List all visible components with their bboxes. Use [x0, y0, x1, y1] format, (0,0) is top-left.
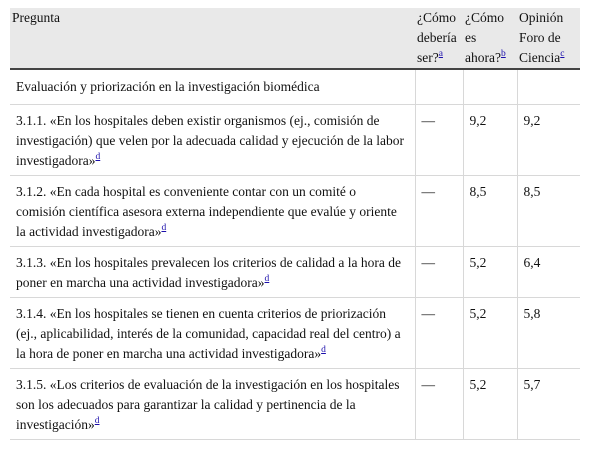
- question-cell: [10, 369, 415, 440]
- question-text: 3.1.1. «En los hospitales deben existir organismos (ej., comisión de investigación) que velen por la adecuada calidad y ejecución de la labor investigadora»: [16, 113, 404, 168]
- header-pregunta: Pregunta: [10, 8, 415, 69]
- es-value: 8,5: [463, 176, 517, 247]
- survey-table-container: [10, 8, 580, 440]
- table-row: [10, 369, 580, 440]
- table-row: [10, 298, 580, 369]
- deberia-value: —: [415, 369, 463, 440]
- header-deberia-line-1: ¿Cómo: [417, 10, 456, 25]
- deberia-value: —: [415, 298, 463, 369]
- opinion-value: 5,8: [517, 298, 580, 369]
- footnote-link-d[interactable]: d: [94, 416, 100, 426]
- opinion-value: 8,5: [517, 176, 580, 247]
- question-cell: [10, 105, 415, 176]
- header-deberia-line-2: debería: [417, 30, 457, 45]
- footnote-link-c[interactable]: c: [560, 49, 565, 59]
- header-deberia-line-3: ser?: [417, 50, 439, 65]
- footnote-link-d[interactable]: d: [321, 345, 326, 355]
- footnote-link-a[interactable]: a: [438, 49, 443, 59]
- question-cell: [10, 247, 415, 298]
- es-value: 5,2: [463, 247, 517, 298]
- table-row: [10, 105, 580, 176]
- survey-table: [10, 8, 580, 440]
- header-opinion-line-1: Opinión: [519, 10, 564, 25]
- header-es-line-1: ¿Cómo: [465, 10, 504, 25]
- es-value: 9,2: [463, 105, 517, 176]
- table-header: [10, 8, 580, 69]
- deberia-value: —: [415, 247, 463, 298]
- header-opinion-line-3: Ciencia: [519, 50, 561, 65]
- opinion-value: 9,2: [517, 105, 580, 176]
- footnote-link-d[interactable]: d: [264, 274, 270, 284]
- question-text: 3.1.3. «En los hospitales prevalecen los criterios de calidad a la hora de poner en marcha una actividad investigadora»: [16, 255, 401, 290]
- section-title: Evaluación y priorización en la investigación biomédica: [10, 69, 415, 105]
- deberia-value: —: [415, 105, 463, 176]
- header-es-line-3: ahora?: [465, 50, 501, 65]
- footnote-link-d[interactable]: d: [95, 152, 101, 162]
- table-row: [10, 247, 580, 298]
- table-row: [10, 176, 580, 247]
- header-opinion-foro: [517, 8, 580, 69]
- question-cell: [10, 298, 415, 369]
- table-body: [10, 69, 580, 440]
- question-text: 3.1.5. «Los criterios de evaluación de la investigación en los hospitales son los adecuados para garantizar la calidad y pertinencia de la investigación»: [16, 377, 400, 432]
- opinion-value: 6,4: [517, 247, 580, 298]
- es-value: 5,2: [463, 298, 517, 369]
- header-como-deberia-ser: [415, 8, 463, 69]
- header-es-line-2: es: [465, 30, 477, 45]
- es-value: 5,2: [463, 369, 517, 440]
- question-text: 3.1.4. «En los hospitales se tienen en cuenta criterios de priorización (ej., aplicabilidad, interés de la comunidad, capacidad real del centro) a la hora de poner en marcha una actividad investigadora»: [16, 306, 401, 361]
- opinion-value: 5,7: [517, 369, 580, 440]
- header-como-es-ahora: [463, 8, 517, 69]
- header-opinion-line-2: Foro de: [519, 30, 561, 45]
- deberia-value: —: [415, 176, 463, 247]
- footnote-link-d[interactable]: d: [161, 223, 167, 233]
- section-row: [10, 69, 580, 105]
- question-cell: [10, 176, 415, 247]
- question-text: 3.1.2. «En cada hospital es conveniente contar con un comité o comisión científica asesora externa independiente que evalúe y oriente la actividad investigadora»: [16, 184, 397, 239]
- footnote-link-b[interactable]: b: [500, 49, 506, 59]
